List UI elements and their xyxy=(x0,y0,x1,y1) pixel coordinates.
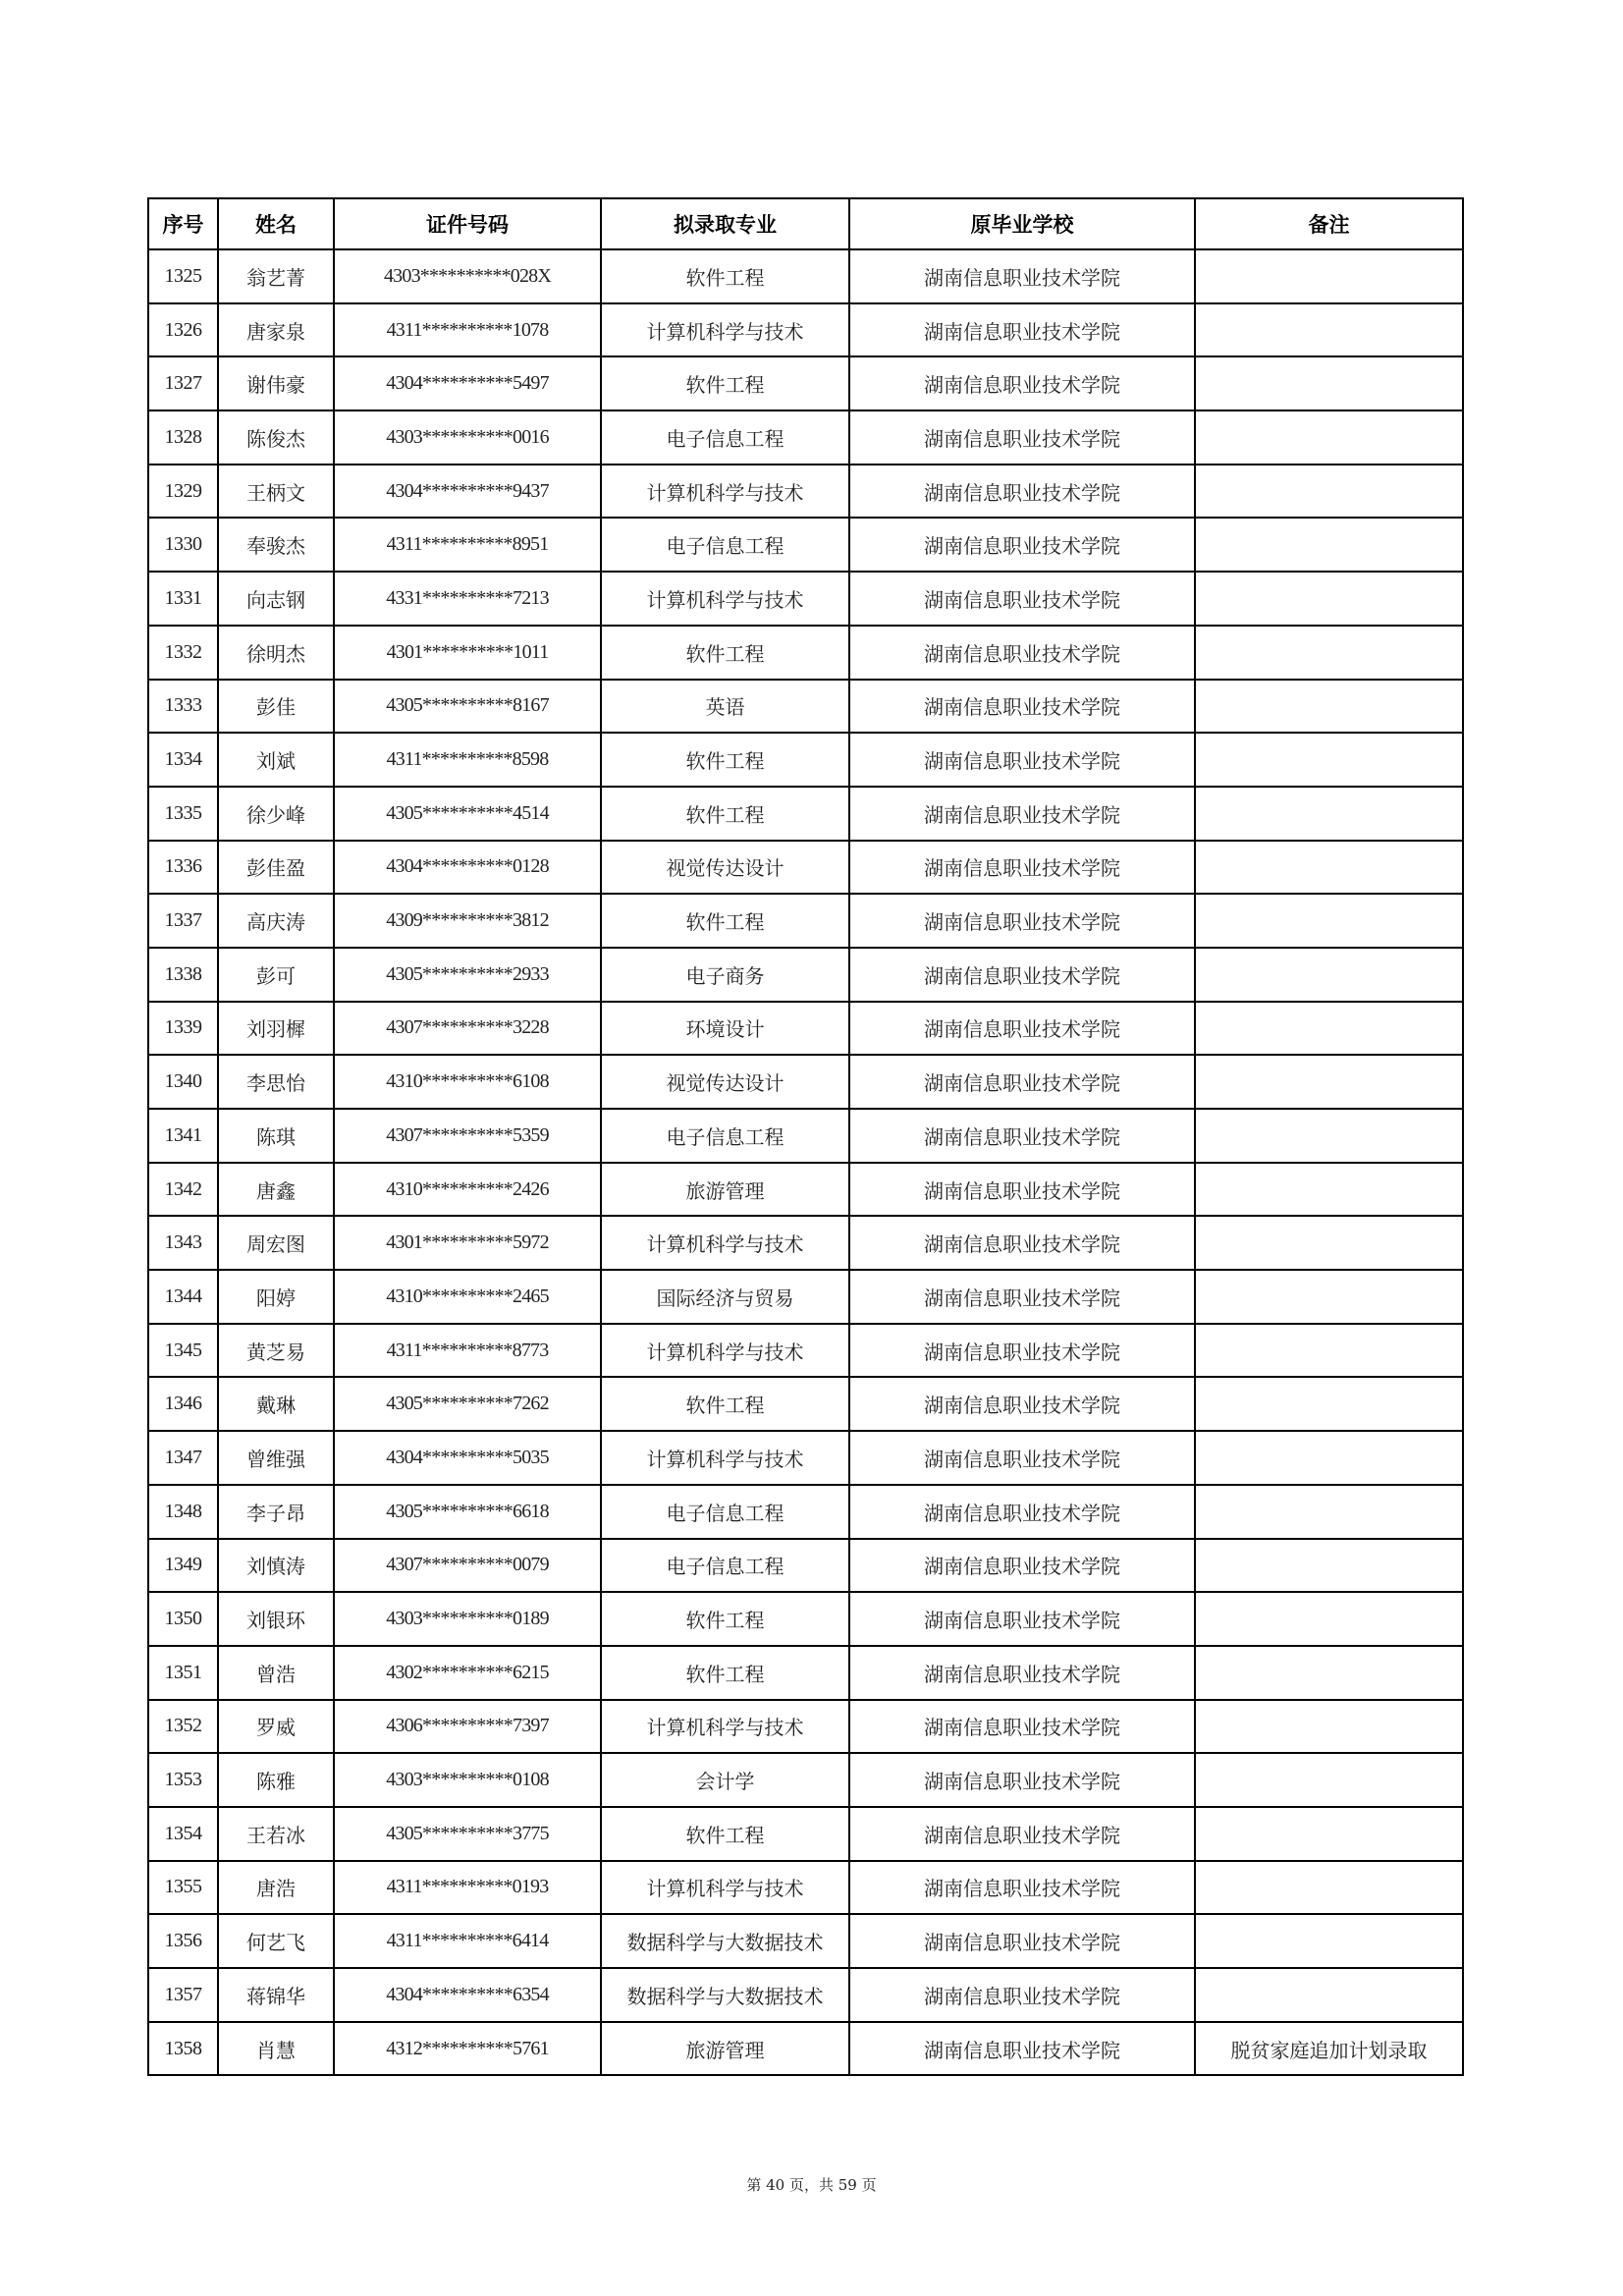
cell-id-number: 4303**********0016 xyxy=(334,410,601,465)
cell-id-number: 4306**********7397 xyxy=(334,1700,601,1754)
cell-name: 蒋锦华 xyxy=(218,1968,334,2022)
cell-remarks xyxy=(1195,1807,1463,1861)
cell-id-number: 4304**********5497 xyxy=(334,356,601,410)
cell-serial-no: 1345 xyxy=(148,1324,218,1378)
table-row xyxy=(148,1968,1463,2022)
cell-school: 湖南信息职业技术学院 xyxy=(849,1753,1195,1807)
cell-serial-no: 1358 xyxy=(148,2022,218,2076)
cell-remarks xyxy=(1195,249,1463,303)
cell-major: 软件工程 xyxy=(601,733,849,787)
table-row xyxy=(148,1807,1463,1861)
cell-remarks xyxy=(1195,948,1463,1002)
cell-school: 湖南信息职业技术学院 xyxy=(849,1377,1195,1431)
cell-name: 向志钢 xyxy=(218,572,334,626)
cell-name: 谢伟豪 xyxy=(218,356,334,410)
cell-major: 计算机科学与技术 xyxy=(601,303,849,357)
cell-name: 戴琳 xyxy=(218,1377,334,1431)
cell-school: 湖南信息职业技术学院 xyxy=(849,1270,1195,1324)
table-row xyxy=(148,894,1463,948)
cell-name: 陈雅 xyxy=(218,1753,334,1807)
cell-school: 湖南信息职业技术学院 xyxy=(849,1055,1195,1109)
cell-remarks xyxy=(1195,680,1463,734)
cell-id-number: 4303**********028X xyxy=(334,249,601,303)
cell-serial-no: 1347 xyxy=(148,1431,218,1485)
table-row xyxy=(148,733,1463,787)
cell-id-number: 4310**********2426 xyxy=(334,1163,601,1217)
cell-name: 阳婷 xyxy=(218,1270,334,1324)
header-major: 拟录取专业 xyxy=(601,198,849,249)
cell-school: 湖南信息职业技术学院 xyxy=(849,2022,1195,2076)
table-row xyxy=(148,1753,1463,1807)
table-header-row xyxy=(148,198,1463,249)
cell-remarks xyxy=(1195,1109,1463,1163)
table-row xyxy=(148,1485,1463,1539)
cell-id-number: 4303**********0108 xyxy=(334,1753,601,1807)
table-row xyxy=(148,1914,1463,1968)
cell-remarks xyxy=(1195,1539,1463,1593)
cell-remarks xyxy=(1195,1914,1463,1968)
cell-name: 王柄文 xyxy=(218,465,334,519)
cell-major: 软件工程 xyxy=(601,1377,849,1431)
cell-name: 唐鑫 xyxy=(218,1163,334,1217)
cell-serial-no: 1327 xyxy=(148,356,218,410)
cell-serial-no: 1336 xyxy=(148,841,218,895)
cell-id-number: 4307**********0079 xyxy=(334,1539,601,1593)
cell-name: 徐明杰 xyxy=(218,626,334,680)
cell-school: 湖南信息职业技术学院 xyxy=(849,572,1195,626)
cell-remarks xyxy=(1195,303,1463,357)
cell-remarks xyxy=(1195,1002,1463,1056)
cell-remarks xyxy=(1195,1377,1463,1431)
cell-name: 陈俊杰 xyxy=(218,410,334,465)
cell-id-number: 4310**********6108 xyxy=(334,1055,601,1109)
cell-serial-no: 1344 xyxy=(148,1270,218,1324)
table-row xyxy=(148,680,1463,734)
cell-remarks xyxy=(1195,1270,1463,1324)
cell-id-number: 4311**********1078 xyxy=(334,303,601,357)
table-row xyxy=(148,1646,1463,1700)
cell-serial-no: 1346 xyxy=(148,1377,218,1431)
cell-school: 湖南信息职业技术学院 xyxy=(849,1485,1195,1539)
cell-serial-no: 1328 xyxy=(148,410,218,465)
table-row xyxy=(148,518,1463,572)
cell-major: 计算机科学与技术 xyxy=(601,465,849,519)
cell-serial-no: 1339 xyxy=(148,1002,218,1056)
cell-school: 湖南信息职业技术学院 xyxy=(849,787,1195,841)
cell-remarks xyxy=(1195,1592,1463,1646)
cell-serial-no: 1334 xyxy=(148,733,218,787)
cell-serial-no: 1338 xyxy=(148,948,218,1002)
cell-name: 王若冰 xyxy=(218,1807,334,1861)
cell-name: 刘慎涛 xyxy=(218,1539,334,1593)
cell-remarks xyxy=(1195,1163,1463,1217)
cell-serial-no: 1355 xyxy=(148,1861,218,1915)
table-body xyxy=(148,249,1463,2075)
cell-major: 软件工程 xyxy=(601,1807,849,1861)
page-number-footer: 第 40 页，共 59 页 xyxy=(746,2176,877,2194)
cell-remarks xyxy=(1195,841,1463,895)
cell-remarks xyxy=(1195,1753,1463,1807)
cell-remarks xyxy=(1195,787,1463,841)
cell-remarks xyxy=(1195,1485,1463,1539)
cell-major: 会计学 xyxy=(601,1753,849,1807)
cell-id-number: 4311**********8773 xyxy=(334,1324,601,1378)
table-row xyxy=(148,410,1463,465)
cell-id-number: 4311**********0193 xyxy=(334,1861,601,1915)
cell-id-number: 4331**********7213 xyxy=(334,572,601,626)
cell-major: 旅游管理 xyxy=(601,1163,849,1217)
cell-id-number: 4304**********5035 xyxy=(334,1431,601,1485)
cell-serial-no: 1348 xyxy=(148,1485,218,1539)
cell-id-number: 4304**********0128 xyxy=(334,841,601,895)
cell-remarks xyxy=(1195,1324,1463,1378)
cell-school: 湖南信息职业技术学院 xyxy=(849,1700,1195,1754)
cell-id-number: 4305**********8167 xyxy=(334,680,601,734)
cell-remarks xyxy=(1195,465,1463,519)
cell-school: 湖南信息职业技术学院 xyxy=(849,1163,1195,1217)
cell-major: 软件工程 xyxy=(601,1592,849,1646)
cell-school: 湖南信息职业技术学院 xyxy=(849,1324,1195,1378)
cell-name: 曾浩 xyxy=(218,1646,334,1700)
cell-serial-no: 1343 xyxy=(148,1216,218,1270)
cell-major: 计算机科学与技术 xyxy=(601,1431,849,1485)
cell-remarks xyxy=(1195,1055,1463,1109)
cell-id-number: 4304**********6354 xyxy=(334,1968,601,2022)
cell-id-number: 4304**********9437 xyxy=(334,465,601,519)
table-row xyxy=(148,2022,1463,2076)
cell-remarks xyxy=(1195,733,1463,787)
cell-id-number: 4303**********0189 xyxy=(334,1592,601,1646)
cell-serial-no: 1352 xyxy=(148,1700,218,1754)
cell-serial-no: 1357 xyxy=(148,1968,218,2022)
table-row xyxy=(148,1055,1463,1109)
cell-remarks xyxy=(1195,1216,1463,1270)
cell-serial-no: 1329 xyxy=(148,465,218,519)
cell-name: 肖慧 xyxy=(218,2022,334,2076)
cell-serial-no: 1325 xyxy=(148,249,218,303)
cell-major: 计算机科学与技术 xyxy=(601,1861,849,1915)
cell-major: 软件工程 xyxy=(601,356,849,410)
cell-school: 湖南信息职业技术学院 xyxy=(849,410,1195,465)
table-row xyxy=(148,1592,1463,1646)
cell-major: 电子信息工程 xyxy=(601,1485,849,1539)
cell-name: 彭佳盈 xyxy=(218,841,334,895)
cell-id-number: 4309**********3812 xyxy=(334,894,601,948)
admission-table xyxy=(147,197,1464,2076)
cell-name: 高庆涛 xyxy=(218,894,334,948)
table-row xyxy=(148,1216,1463,1270)
table-row xyxy=(148,1163,1463,1217)
table-row xyxy=(148,841,1463,895)
cell-school: 湖南信息职业技术学院 xyxy=(849,1216,1195,1270)
cell-major: 计算机科学与技术 xyxy=(601,1324,849,1378)
cell-id-number: 4301**********1011 xyxy=(334,626,601,680)
cell-id-number: 4311**********8598 xyxy=(334,733,601,787)
cell-school: 湖南信息职业技术学院 xyxy=(849,518,1195,572)
table-row xyxy=(148,356,1463,410)
cell-major: 电子商务 xyxy=(601,948,849,1002)
cell-school: 湖南信息职业技术学院 xyxy=(849,894,1195,948)
header-id-number: 证件号码 xyxy=(334,198,601,249)
cell-name: 翁艺菁 xyxy=(218,249,334,303)
cell-serial-no: 1335 xyxy=(148,787,218,841)
cell-remarks xyxy=(1195,1646,1463,1700)
table-row xyxy=(148,1539,1463,1593)
cell-major: 视觉传达设计 xyxy=(601,841,849,895)
cell-remarks xyxy=(1195,572,1463,626)
cell-id-number: 4305**********7262 xyxy=(334,1377,601,1431)
table-row xyxy=(148,303,1463,357)
header-serial-no: 序号 xyxy=(148,198,218,249)
cell-remarks xyxy=(1195,410,1463,465)
table-row xyxy=(148,1431,1463,1485)
cell-id-number: 4305**********6618 xyxy=(334,1485,601,1539)
cell-school: 湖南信息职业技术学院 xyxy=(849,1807,1195,1861)
table-row xyxy=(148,626,1463,680)
cell-school: 湖南信息职业技术学院 xyxy=(849,1109,1195,1163)
cell-serial-no: 1349 xyxy=(148,1539,218,1593)
cell-school: 湖南信息职业技术学院 xyxy=(849,303,1195,357)
cell-major: 软件工程 xyxy=(601,249,849,303)
cell-name: 刘羽樨 xyxy=(218,1002,334,1056)
cell-school: 湖南信息职业技术学院 xyxy=(849,626,1195,680)
cell-id-number: 4310**********2465 xyxy=(334,1270,601,1324)
cell-school: 湖南信息职业技术学院 xyxy=(849,680,1195,734)
cell-school: 湖南信息职业技术学院 xyxy=(849,1861,1195,1915)
cell-name: 曾维强 xyxy=(218,1431,334,1485)
cell-name: 唐浩 xyxy=(218,1861,334,1915)
cell-remarks xyxy=(1195,1700,1463,1754)
cell-id-number: 4305**********3775 xyxy=(334,1807,601,1861)
cell-serial-no: 1326 xyxy=(148,303,218,357)
cell-major: 环境设计 xyxy=(601,1002,849,1056)
cell-school: 湖南信息职业技术学院 xyxy=(849,356,1195,410)
header-remarks: 备注 xyxy=(1195,198,1463,249)
cell-name: 何艺飞 xyxy=(218,1914,334,1968)
cell-major: 软件工程 xyxy=(601,787,849,841)
cell-remarks xyxy=(1195,356,1463,410)
cell-major: 计算机科学与技术 xyxy=(601,1700,849,1754)
table-row xyxy=(148,249,1463,303)
cell-id-number: 4312**********5761 xyxy=(334,2022,601,2076)
cell-name: 陈琪 xyxy=(218,1109,334,1163)
cell-major: 英语 xyxy=(601,680,849,734)
cell-remarks xyxy=(1195,626,1463,680)
cell-school: 湖南信息职业技术学院 xyxy=(849,1539,1195,1593)
cell-remarks xyxy=(1195,894,1463,948)
cell-school: 湖南信息职业技术学院 xyxy=(849,1646,1195,1700)
cell-serial-no: 1332 xyxy=(148,626,218,680)
cell-id-number: 4302**********6215 xyxy=(334,1646,601,1700)
cell-major: 电子信息工程 xyxy=(601,1109,849,1163)
table-row xyxy=(148,572,1463,626)
cell-serial-no: 1342 xyxy=(148,1163,218,1217)
cell-school: 湖南信息职业技术学院 xyxy=(849,1968,1195,2022)
cell-id-number: 4307**********3228 xyxy=(334,1002,601,1056)
cell-serial-no: 1337 xyxy=(148,894,218,948)
table-row xyxy=(148,1700,1463,1754)
cell-major: 软件工程 xyxy=(601,1646,849,1700)
cell-major: 国际经济与贸易 xyxy=(601,1270,849,1324)
header-school: 原毕业学校 xyxy=(849,198,1195,249)
cell-serial-no: 1341 xyxy=(148,1109,218,1163)
table-row xyxy=(148,787,1463,841)
table-row xyxy=(148,1002,1463,1056)
cell-name: 刘银环 xyxy=(218,1592,334,1646)
cell-major: 电子信息工程 xyxy=(601,1539,849,1593)
cell-major: 软件工程 xyxy=(601,894,849,948)
cell-id-number: 4305**********2933 xyxy=(334,948,601,1002)
cell-major: 计算机科学与技术 xyxy=(601,572,849,626)
cell-serial-no: 1350 xyxy=(148,1592,218,1646)
cell-school: 湖南信息职业技术学院 xyxy=(849,1002,1195,1056)
cell-serial-no: 1354 xyxy=(148,1807,218,1861)
table-row xyxy=(148,1377,1463,1431)
cell-name: 周宏图 xyxy=(218,1216,334,1270)
cell-id-number: 4311**********8951 xyxy=(334,518,601,572)
cell-name: 李子昂 xyxy=(218,1485,334,1539)
cell-id-number: 4301**********5972 xyxy=(334,1216,601,1270)
table-row xyxy=(148,1270,1463,1324)
cell-name: 奉骏杰 xyxy=(218,518,334,572)
cell-name: 徐少峰 xyxy=(218,787,334,841)
cell-serial-no: 1351 xyxy=(148,1646,218,1700)
table-row xyxy=(148,465,1463,519)
cell-school: 湖南信息职业技术学院 xyxy=(849,249,1195,303)
cell-remarks xyxy=(1195,1861,1463,1915)
cell-major: 视觉传达设计 xyxy=(601,1055,849,1109)
cell-serial-no: 1353 xyxy=(148,1753,218,1807)
cell-serial-no: 1356 xyxy=(148,1914,218,1968)
cell-major: 电子信息工程 xyxy=(601,518,849,572)
cell-major: 旅游管理 xyxy=(601,2022,849,2076)
cell-name: 唐家泉 xyxy=(218,303,334,357)
table-row xyxy=(148,948,1463,1002)
cell-major: 数据科学与大数据技术 xyxy=(601,1914,849,1968)
cell-remarks xyxy=(1195,1968,1463,2022)
cell-serial-no: 1333 xyxy=(148,680,218,734)
header-name: 姓名 xyxy=(218,198,334,249)
cell-name: 彭可 xyxy=(218,948,334,1002)
cell-school: 湖南信息职业技术学院 xyxy=(849,841,1195,895)
cell-name: 彭佳 xyxy=(218,680,334,734)
cell-school: 湖南信息职业技术学院 xyxy=(849,1431,1195,1485)
cell-serial-no: 1330 xyxy=(148,518,218,572)
cell-major: 数据科学与大数据技术 xyxy=(601,1968,849,2022)
cell-major: 软件工程 xyxy=(601,626,849,680)
table-row xyxy=(148,1109,1463,1163)
cell-major: 计算机科学与技术 xyxy=(601,1216,849,1270)
cell-name: 黄芝易 xyxy=(218,1324,334,1378)
cell-major: 电子信息工程 xyxy=(601,410,849,465)
cell-remarks xyxy=(1195,518,1463,572)
table-row xyxy=(148,1861,1463,1915)
cell-id-number: 4305**********4514 xyxy=(334,787,601,841)
cell-school: 湖南信息职业技术学院 xyxy=(849,733,1195,787)
cell-school: 湖南信息职业技术学院 xyxy=(849,948,1195,1002)
cell-name: 刘斌 xyxy=(218,733,334,787)
cell-school: 湖南信息职业技术学院 xyxy=(849,1914,1195,1968)
cell-id-number: 4311**********6414 xyxy=(334,1914,601,1968)
table-row xyxy=(148,1324,1463,1378)
cell-remarks: 脱贫家庭追加计划录取 xyxy=(1195,2022,1463,2076)
cell-id-number: 4307**********5359 xyxy=(334,1109,601,1163)
cell-school: 湖南信息职业技术学院 xyxy=(849,1592,1195,1646)
cell-name: 李思怡 xyxy=(218,1055,334,1109)
cell-serial-no: 1340 xyxy=(148,1055,218,1109)
cell-serial-no: 1331 xyxy=(148,572,218,626)
cell-remarks xyxy=(1195,1431,1463,1485)
cell-name: 罗威 xyxy=(218,1700,334,1754)
cell-school: 湖南信息职业技术学院 xyxy=(849,465,1195,519)
